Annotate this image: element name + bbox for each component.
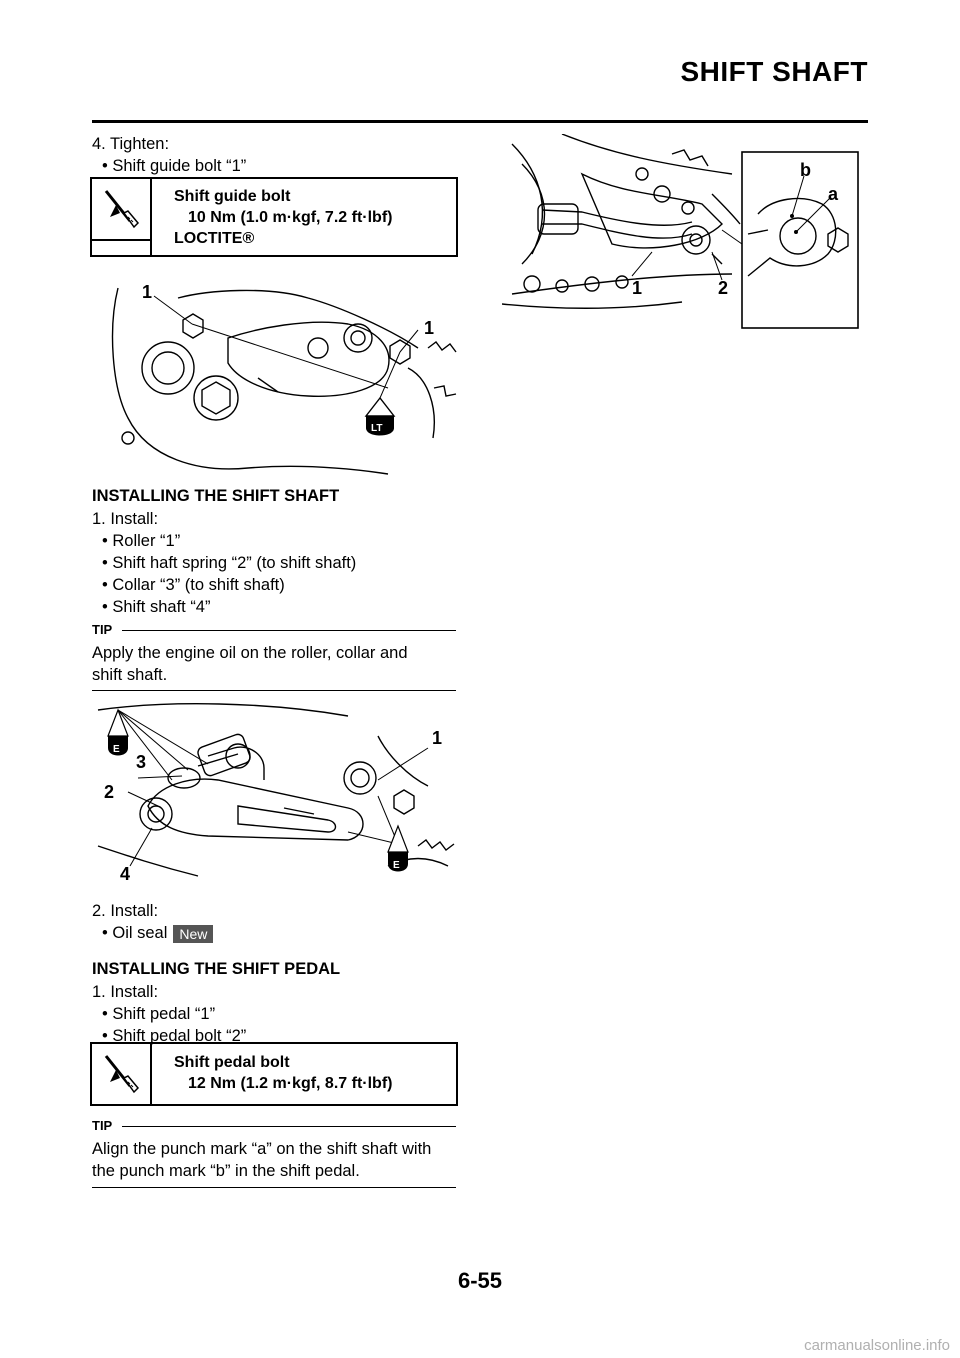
item-shift-haft-spring: • Shift haft spring “2” (to shift shaft) — [102, 554, 357, 572]
tip2-text-line-2: the punch mark “b” in the shift pedal. — [92, 1162, 360, 1180]
fig2-label-3: 3 — [136, 752, 147, 772]
e-badge-right: E — [393, 860, 400, 871]
tip2-rule-top — [122, 1126, 456, 1127]
item-roller: • Roller “1” — [102, 532, 181, 550]
fig3-label-b: b — [800, 160, 811, 180]
spec-box-shift-pedal-bolt — [90, 1042, 458, 1106]
spec-value: 10 Nm (1.0 m·kgf, 7.2 ft·lbf) — [188, 209, 393, 226]
item-shift-pedal: • Shift pedal “1” — [102, 1005, 216, 1023]
torque-wrench-icon — [98, 183, 142, 235]
e-badge-left: E — [113, 744, 120, 755]
page-number: 6-55 — [457, 1268, 503, 1293]
tip-text-line-1: Apply the engine oil on the roller, collar and — [92, 644, 408, 662]
step-install-pedal-1: 1. Install: — [92, 983, 159, 1001]
fig3-label-2: 2 — [718, 278, 729, 298]
tip2-rule-bottom — [92, 1187, 456, 1188]
heading-installing-shift-pedal: INSTALLING THE SHIFT PEDAL — [92, 960, 341, 978]
lt-badge: LT — [371, 423, 383, 434]
new-badge: New — [173, 925, 213, 943]
header-rule — [92, 120, 868, 123]
item-oil-seal — [102, 922, 213, 944]
item-shift-pedal-bolt: • Shift pedal bolt “2” — [102, 1027, 247, 1045]
fig1-label-1b: 1 — [424, 318, 435, 338]
item-oil-seal-label: • Oil seal — [102, 924, 168, 942]
spec-extra: LOCTITE® — [174, 230, 255, 247]
fig1-label-1a: 1 — [142, 282, 153, 302]
tip2-text-line-1: Align the punch mark “a” on the shift shaft with — [92, 1140, 432, 1158]
tip-rule-bottom — [92, 690, 456, 691]
tip-text-line-2: shift shaft. — [92, 666, 168, 684]
spec-icon-underline — [92, 239, 150, 241]
fig2-label-4: 4 — [120, 864, 131, 884]
fig2-label-2: 2 — [104, 782, 115, 802]
item-collar: • Collar “3” (to shift shaft) — [102, 576, 285, 594]
step-install-1: 1. Install: — [92, 510, 159, 528]
tip-label-2: TIP — [92, 1118, 113, 1133]
step-tighten: 4. Tighten: — [92, 135, 170, 153]
fig3-label-a: a — [828, 184, 839, 204]
page-title: SHIFT SHAFT — [680, 56, 868, 87]
spec-name: Shift pedal bolt — [174, 1054, 290, 1071]
item-shift-guide-bolt: • Shift guide bolt “1” — [102, 157, 247, 175]
spec-name: Shift guide bolt — [174, 188, 291, 205]
step-install-2: 2. Install: — [92, 902, 159, 920]
torque-wrench-icon — [98, 1048, 142, 1100]
watermark: carmanualsonline.info — [804, 1337, 950, 1354]
tip-rule-top — [122, 630, 456, 631]
shift-guide-illustration — [88, 268, 458, 476]
fig3-label-1: 1 — [632, 278, 643, 298]
fig2-label-1: 1 — [432, 728, 443, 748]
spec-value: 12 Nm (1.2 m·kgf, 8.7 ft·lbf) — [188, 1075, 393, 1092]
tip-label: TIP — [92, 622, 113, 637]
heading-installing-shift-shaft: INSTALLING THE SHIFT SHAFT — [92, 487, 340, 505]
spec-icon-cell — [92, 1044, 152, 1104]
shift-shaft-illustration — [88, 696, 460, 888]
item-shift-shaft: • Shift shaft “4” — [102, 598, 211, 616]
spec-box-shift-guide-bolt — [90, 177, 458, 257]
spec-icon-cell — [92, 179, 152, 255]
shift-pedal-illustration — [502, 134, 864, 344]
